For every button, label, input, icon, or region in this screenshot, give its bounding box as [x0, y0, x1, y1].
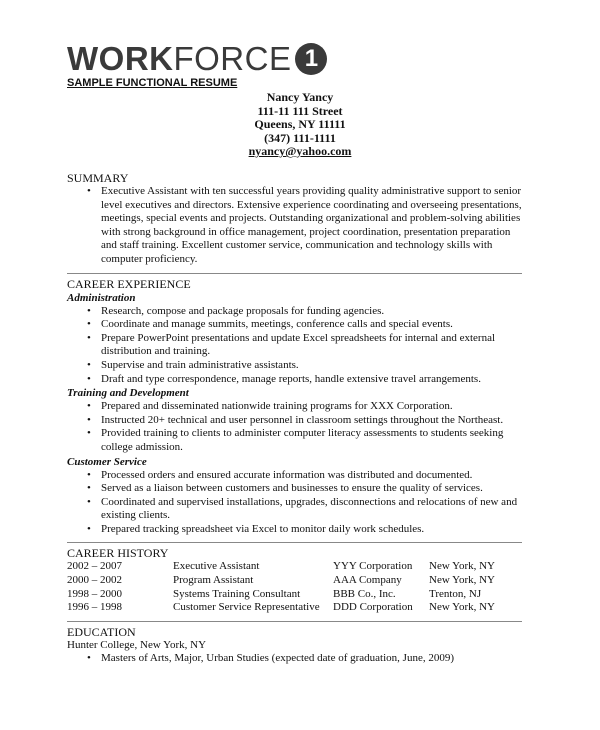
contact-phone: (347) 111-1111 — [264, 130, 336, 145]
contact-email-link[interactable]: nyancy@yahoo.com — [248, 144, 352, 158]
list-item: • Processed orders and ensured accurate information was distributed and documented. — [67, 469, 522, 483]
list-item: • Research, compose and package proposals for funding agencies. — [67, 305, 522, 319]
group-heading-customer-service: Customer Service — [67, 455, 147, 468]
logo-text-work: WORK — [67, 40, 174, 77]
career-history-heading: CAREER HISTORY — [67, 546, 169, 561]
history-role: Customer Service Representative — [173, 601, 320, 614]
history-role: Program Assistant — [173, 574, 254, 587]
customer-service-list — [67, 469, 522, 537]
history-years: 2002 – 2007 — [67, 560, 122, 573]
list-item: • Masters of Arts, Major, Urban Studies (expected date of graduation, June, 2009) — [67, 652, 522, 666]
divider — [67, 621, 522, 622]
logo-text-force: FORCE — [173, 40, 292, 77]
history-location: New York, NY — [429, 560, 496, 573]
logo-badge: 1 — [295, 43, 327, 75]
divider — [67, 273, 522, 274]
career-experience-heading: CAREER EXPERIENCE — [67, 276, 191, 291]
history-row — [67, 560, 522, 574]
history-row — [67, 574, 522, 588]
document-title: SAMPLE FUNCTIONAL RESUME — [67, 77, 238, 89]
education-heading: EDUCATION — [67, 624, 136, 639]
group-heading-administration: Administration — [67, 291, 136, 304]
list-item: • Supervise and train administrative assistants. — [67, 359, 522, 373]
contact-name: Nancy Yancy — [266, 90, 334, 104]
history-row — [67, 601, 522, 615]
administration-list — [67, 305, 522, 387]
list-item: • Provided training to clients to administer computer literacy assessments to students seeking college admission. — [67, 427, 522, 454]
history-years: 2000 – 2002 — [67, 574, 122, 587]
history-location: New York, NY — [429, 601, 496, 614]
history-location: New York, NY — [429, 574, 496, 587]
list-item: • Prepared tracking spreadsheet via Excel to monitor daily work schedules. — [67, 523, 522, 537]
workforce1-logo — [67, 41, 327, 77]
history-company: AAA Company — [333, 574, 402, 587]
history-years: 1998 – 2000 — [67, 587, 122, 600]
list-item: • Served as a liaison between customers and businesses to ensure the quality of services. — [67, 482, 522, 496]
contact-block — [0, 91, 600, 159]
education-school: Hunter College, New York, NY — [67, 638, 207, 651]
summary-list — [67, 185, 522, 267]
list-item: • Prepared and disseminated nationwide training programs for XXX Corporation. — [67, 400, 522, 414]
summary-heading: SUMMARY — [67, 171, 129, 185]
history-company: BBB Co., Inc. — [333, 587, 396, 600]
contact-street: 111-11 111 Street — [257, 103, 343, 118]
resume-body — [67, 171, 522, 666]
history-location: Trenton, NJ — [429, 587, 482, 600]
training-list — [67, 400, 522, 454]
list-item: • Coordinated and supervised installations, upgrades, disconnections and relocations of new and existing clients. — [67, 496, 522, 523]
list-item: • Draft and type correspondence, manage reports, handle extensive travel arrangements. — [67, 373, 522, 387]
summary-bullet: • Executive Assistant with ten successful years providing quality administrative support to senior level executives and directors. Extensive experience coordinating and overseeing presentations, meetings, special events and projects. Outstanding organizational and problem-solving abilities with strong background in office management, project coordination, presentation preparation and staff training. Excellent customer service, communication and technology skills with computer proficiency. — [67, 185, 522, 267]
group-heading-training: Training and Development — [67, 387, 189, 400]
contact-city: Queens, NY 11111 — [254, 117, 346, 131]
divider — [67, 542, 522, 543]
history-company: YYY Corporation — [333, 560, 413, 573]
history-role: Systems Training Consultant — [173, 587, 301, 600]
history-row — [67, 588, 522, 602]
list-item: • Instructed 20+ technical and user personnel in classroom settings throughout the Northeast. — [67, 414, 522, 428]
history-years: 1996 – 1998 — [67, 601, 122, 614]
list-item: • Coordinate and manage summits, meetings, conference calls and special events. — [67, 318, 522, 332]
history-role: Executive Assistant — [173, 560, 260, 573]
history-company: DDD Corporation — [333, 601, 413, 614]
list-item: • Prepare PowerPoint presentations and update Excel spreadsheets for internal and external distribution and training. — [67, 332, 522, 359]
education-list — [67, 652, 522, 666]
